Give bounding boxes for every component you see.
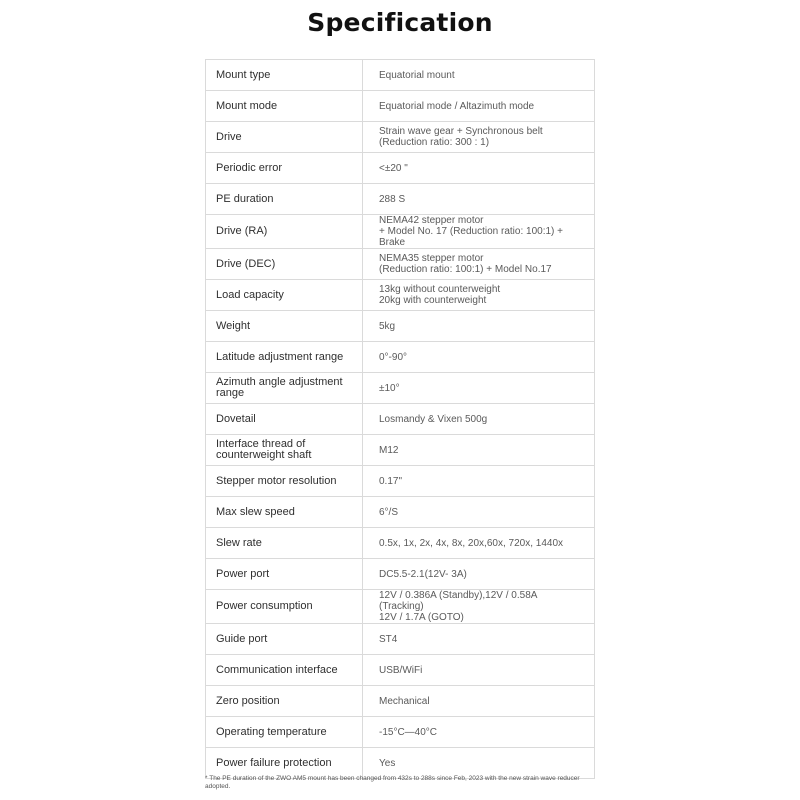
spec-value-line: 13kg without counterweight [379,284,501,295]
spec-value [363,717,595,748]
spec-value-line: Equatorial mode / Altazimuth mode [379,100,535,112]
spec-value-line: Yes [379,757,396,769]
spec-row [206,466,595,497]
spec-value [363,373,595,404]
spec-value [363,249,595,280]
spec-label: Power port [206,559,363,590]
spec-value-line: 0.5x, 1x, 2x, 4x, 8x, 20x,60x, 720x, 1440x [379,537,563,549]
spec-row [206,280,595,311]
spec-value [363,342,595,373]
spec-value [363,122,595,153]
spec-label: Drive (RA) [206,215,363,249]
spec-row [206,404,595,435]
spec-value [363,60,595,91]
spec-value-line: 12V / 0.386A (Standby),12V / 0.58A (Tracking) [379,590,537,612]
footnote: * The PE duration of the ZWO AM5 mount has been changed from 432s to 288s since Feb, 2023 with the new strain wave reducer adopted. [205,775,580,790]
spec-value-line: DC5.5-2.1(12V- 3A) [379,568,467,580]
spec-value [363,748,595,779]
spec-label: Mount mode [206,91,363,122]
spec-value [363,280,595,311]
spec-value [363,686,595,717]
spec-value [363,311,595,342]
spec-row [206,655,595,686]
spec-value-line: Strain wave gear + Synchronous belt [379,126,543,137]
page-title: Specification [307,8,493,37]
spec-row [206,435,595,466]
spec-label: Periodic error [206,153,363,184]
spec-label: Drive (DEC) [206,249,363,280]
spec-value-line: ST4 [379,633,398,645]
spec-label: Power consumption [206,590,363,624]
spec-value-line: 6°/S [379,506,399,518]
spec-value [363,215,595,249]
spec-table [205,59,595,779]
spec-label: Communication interface [206,655,363,686]
spec-row [206,122,595,153]
spec-row [206,215,595,249]
spec-value-line: Equatorial mount [379,69,455,81]
spec-row [206,342,595,373]
spec-value-line: M12 [379,444,399,456]
spec-label: Max slew speed [206,497,363,528]
spec-value-line: NEMA35 stepper motor [379,253,484,264]
spec-value [363,435,595,466]
spec-row [206,153,595,184]
spec-label: Azimuth angle adjustment range [206,373,363,404]
spec-label: Guide port [206,624,363,655]
spec-label: Mount type [206,60,363,91]
spec-value-line: Mechanical [379,695,430,707]
spec-row [206,686,595,717]
spec-value-line: -15°C—40°C [379,726,438,738]
spec-row [206,249,595,280]
spec-label: Slew rate [206,528,363,559]
spec-label: Load capacity [206,280,363,311]
spec-value [363,153,595,184]
spec-row [206,311,595,342]
spec-label: PE duration [206,184,363,215]
spec-value [363,404,595,435]
spec-value [363,559,595,590]
spec-value-line: + Model No. 17 (Reduction ratio: 100:1) + Brake [379,226,563,248]
spec-label: Latitude adjustment range [206,342,363,373]
spec-value-line: 20kg with counterweight [379,295,487,306]
spec-row [206,528,595,559]
spec-value-line: 5kg [379,320,396,332]
spec-row [206,373,595,404]
spec-value-line: ±10° [379,382,400,394]
spec-value-line: 288 S [379,193,406,205]
spec-value-line: <±20 " [379,162,408,174]
spec-value-line: USB/WiFi [379,664,423,676]
spec-value [363,466,595,497]
spec-label: Stepper motor resolution [206,466,363,497]
spec-value-line: (Reduction ratio: 300 : 1) [379,137,490,148]
spec-row [206,590,595,624]
spec-row [206,497,595,528]
spec-table-body [206,60,595,779]
spec-value-line: 12V / 1.7A (GOTO) [379,612,464,623]
spec-value [363,497,595,528]
spec-value [363,590,595,624]
spec-value [363,184,595,215]
spec-value [363,624,595,655]
spec-value-line: Losmandy & Vixen 500g [379,413,488,425]
spec-value-line: NEMA42 stepper motor [379,215,484,226]
spec-row [206,60,595,91]
spec-value-line: 0°-90° [379,351,408,363]
spec-label: Operating temperature [206,717,363,748]
spec-label: Power failure protection [206,748,363,779]
spec-row [206,624,595,655]
spec-label: Dovetail [206,404,363,435]
spec-row [206,91,595,122]
spec-value-line: (Reduction ratio: 100:1) + Model No.17 [379,264,552,275]
spec-label: Zero position [206,686,363,717]
spec-value [363,655,595,686]
spec-value [363,91,595,122]
spec-label: Drive [206,122,363,153]
spec-row [206,559,595,590]
spec-value-line: 0.17" [379,475,403,487]
spec-row [206,184,595,215]
spec-row [206,717,595,748]
spec-label: Interface thread of counterweight shaft [206,435,363,466]
spec-value [363,528,595,559]
spec-row [206,748,595,779]
spec-label: Weight [206,311,363,342]
